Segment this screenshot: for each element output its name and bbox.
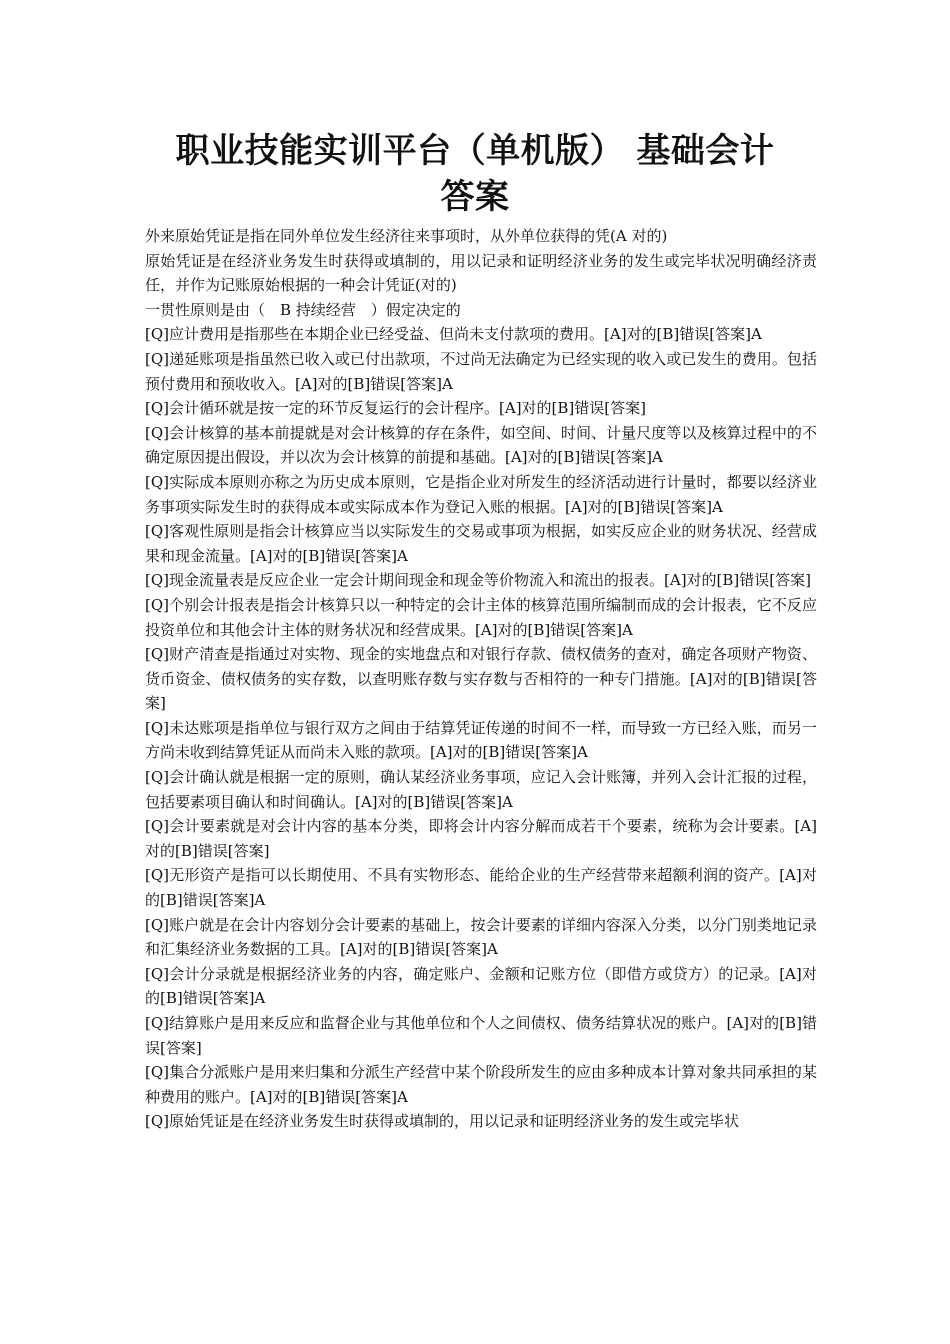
document-title (100, 128, 850, 220)
paragraph-13: [Q]未达账项是指单位与银行双方之间由于结算凭证传递的时间不一样，而导致一方已经入账，而另一方尚未收到结算凭证从而尚未入账的款项。[A]对的[B]错误[答案]A (145, 718, 817, 762)
paragraph-4: [Q]应计费用是指那些在本期企业已经受益、但尚未支付款项的费用。[A]对的[B]错误[答案]A (145, 325, 762, 344)
title-line-2: 答案 (440, 177, 510, 217)
paragraph-11: [Q]个别会计报表是指会计核算只以一种特定的会计主体的核算范围所编制而成的会计报表，它不反应投资单位和其他会计主体的财务状况和经营成果。[A]对的[B]错误[答案]A (145, 595, 817, 639)
paragraph-7: [Q]会计核算的基本前提就是对会计核算的存在条件，如空间、时间、计量尺度等以及核算过程中的不确定原因提出假设，并以次为会计核算的前提和基础。[A]对的[B]错误[答案]A (145, 423, 817, 467)
paragraph-1: 外来原始凭证是指在同外单位发生经济往来事项时，从外单位获得的凭(A 对的) (145, 227, 668, 245)
paragraph-8: [Q]实际成本原则亦称之为历史成本原则，它是指企业对所发生的经济活动进行计量时，都要以经济业务事项实际发生时的获得成本或实际成本作为登记入账的根据。[A]对的[B]错误[答案]A (145, 472, 817, 516)
paragraph-16: [Q]无形资产是指可以长期使用、不具有实物形态、能给企业的生产经营带来超额利润的资产。[A]对的[B]错误[答案]A (145, 866, 817, 910)
paragraph-15: [Q]会计要素就是对会计内容的基本分类，即将会计内容分解而成若干个要素，统称为会计要素。[A]对的[B]错误[答案] (145, 817, 817, 860)
paragraph-5: [Q]递延账项是指虽然已收入或已付出款项，不过尚无法确定为已经实现的收入或已发生的费用。包括预付费用和预收收入。[A]对的[B]错误[答案]A (145, 349, 817, 393)
paragraph-17: [Q]账户就是在会计内容划分会计要素的基础上，按会计要素的详细内容深入分类，以分门别类地记录和汇集经济业务数据的工具。[A]对的[B]错误[答案]A (145, 915, 817, 959)
paragraph-14: [Q]会计确认就是根据一定的原则，确认某经济业务事项，应记入会计账簿，并列入会计汇报的过程，包括要素项目确认和时间确认。[A]对的[B]错误[答案]A (145, 768, 817, 811)
paragraph-6: [Q]会计循环就是按一定的环节反复运行的会计程序。[A]对的[B]错误[答案] (145, 399, 646, 418)
paragraph-19: [Q]结算账户是用来反应和监督企业与其他单位和个人之间债权、债务结算状况的账户。[A]对的[B]错误[答案] (145, 1014, 817, 1057)
paragraph-18: [Q]会计分录就是根据经济业务的内容，确定账户、金额和记账方位（即借方或贷方）的记录。[A]对的[B]错误[答案]A (145, 964, 817, 1008)
document-body (145, 224, 817, 1134)
paragraph-10: [Q]现金流量表是反应企业一定会计期间现金和现金等价物流入和流出的报表。[A]对的[B]错误[答案] (145, 571, 811, 590)
paragraph-3: 一贯性原则是由（ B 持续经营 ）假定决定的 (145, 300, 461, 319)
paragraph-20: [Q]集合分派账户是用来归集和分派生产经营中某个阶段所发生的应由多种成本计算对象共同承担的某种费用的账户。[A]对的[B]错误[答案]A (145, 1063, 817, 1106)
paragraph-2: 原始凭证是在经济业务发生时获得或填制的，用以记录和证明经济业务的发生或完毕状况明确经济责任，并作为记账原始根据的一种会计凭证(对的) (145, 251, 817, 295)
paragraph-12: [Q]财产清查是指通过对实物、现金的实地盘点和对银行存款、债权债务的查对，确定各项财产物资、货币资金、债权债务的实存数，以查明账存数与实存数与否相符的一种专门措施。[A]对的[B]错误[答案] (145, 645, 817, 713)
paragraph-9: [Q]客观性原则是指会计核算应当以实际发生的交易或事项为根据，如实反应企业的财务状况、经营成果和现金流量。[A]对的[B]错误[答案]A (145, 522, 817, 565)
title-line-1: 职业技能实训平台（单机版） 基础会计 (175, 131, 775, 171)
paragraph-21: [Q]原始凭证是在经济业务发生时获得或填制的，用以记录和证明经济业务的发生或完毕状 (145, 1112, 740, 1131)
